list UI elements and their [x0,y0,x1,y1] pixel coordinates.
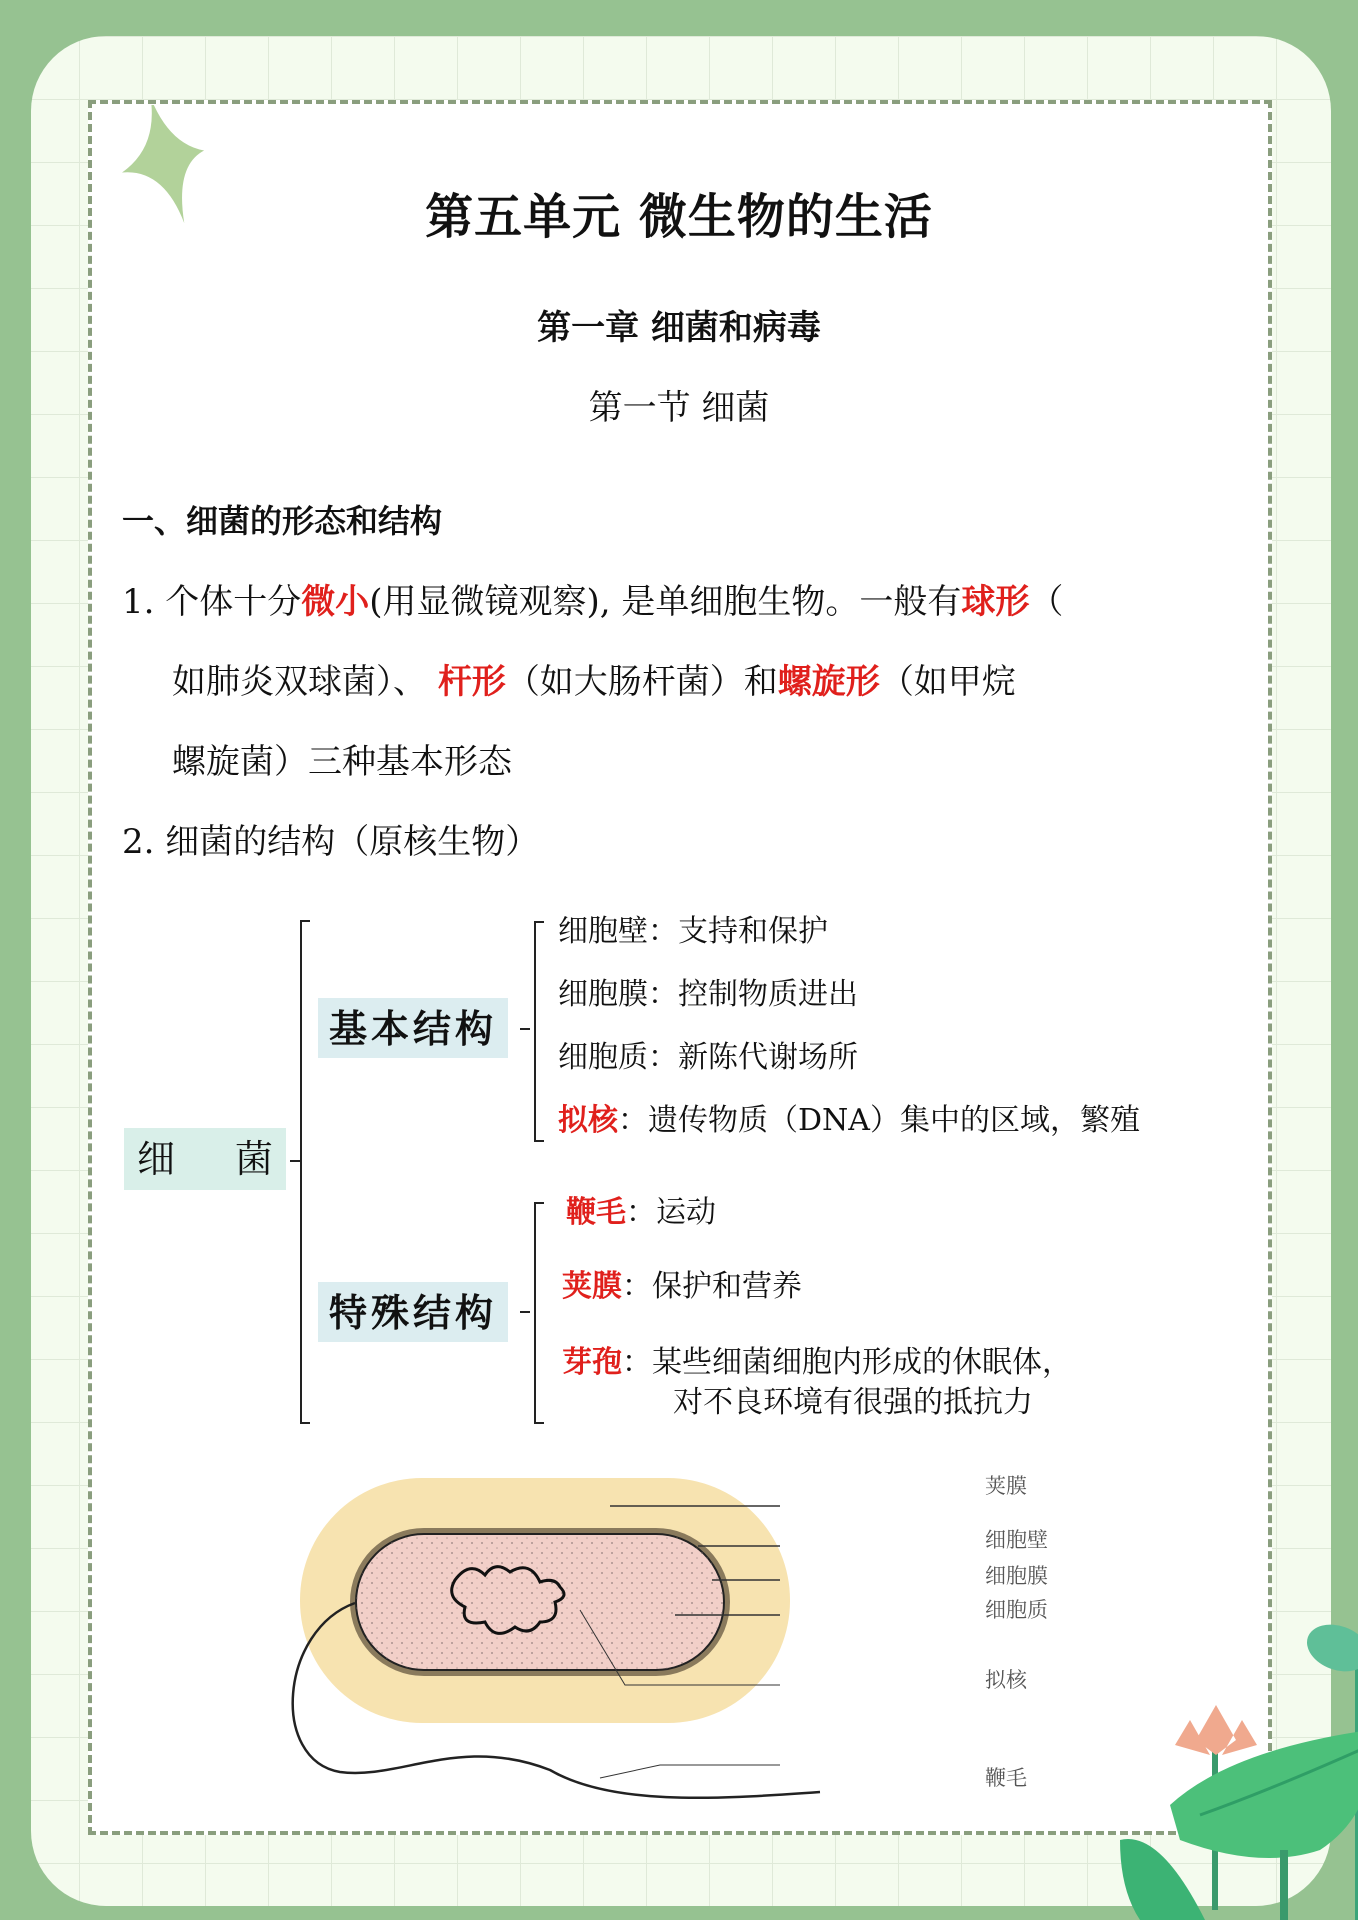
label-cell-membrane: 细胞膜 [985,1564,1048,1588]
text: 菌 [235,1137,274,1181]
keyword: 微小 [301,582,370,622]
label-flagellum: 鞭毛 [985,1766,1027,1790]
keyword: 螺旋形 [777,662,880,702]
basic-bracket [534,921,544,1142]
text: （ [1029,582,1064,622]
unit-title: 第五单元 微生物的生活 [425,189,933,245]
keyword: 杆形 [437,662,506,702]
leaf-cell-wall: 细胞壁：支持和保护 [558,914,828,949]
leaf-flagellum: 鞭毛：运动 [566,1195,716,1230]
point-1-paragraph [122,562,1242,802]
lotus-decoration-icon [1120,1600,1358,1920]
label-nucleoid: 拟核 [985,1668,1027,1692]
text: 细 [136,1137,175,1181]
line: 螺旋菌）三种基本形态 [172,742,512,782]
connector [520,1028,530,1030]
bacterium-diagram [280,1460,1180,1820]
label-cytoplasm: 细胞质 [985,1598,1048,1622]
text: （如大肠杆菌）和 [505,662,778,702]
text: 1. 个体十分 [122,582,302,622]
leaf-nucleoid: 拟核：遗传物质（DNA）集中的区域，繁殖 [558,1103,1140,1138]
basic-structure-label: 基本结构 [318,998,508,1058]
text: 如肺炎双球菌）、 [172,662,438,702]
leaf-endospore: 芽孢：某些细菌细胞内形成的休眠体， 对不良环境有很强的抵抗力 [562,1345,1072,1420]
point-2-heading: 2. 细菌的结构（原核生物） [122,822,540,862]
main-bracket [300,920,310,1424]
tree-root-bacteria [124,1128,286,1190]
text: (用显微镜观察), 是单细胞生物。一般有 [369,582,962,622]
connector [520,1311,530,1313]
leaf-cell-membrane: 细胞膜：控制物质进出 [558,977,858,1012]
special-bracket [534,1202,544,1424]
line [122,642,1242,722]
leaf-cytoplasm: 细胞质：新陈代谢场所 [558,1040,858,1075]
text: （如甲烷 [879,662,1016,702]
chapter-title: 第一章 细菌和病毒 [537,308,821,348]
connector [290,1160,300,1162]
section-heading: 一、细菌的形态和结构 [122,502,443,540]
label-capsule: 荚膜 [985,1474,1027,1498]
leaf-capsule: 荚膜：保护和营养 [562,1269,802,1304]
keyword: 球形 [961,582,1030,622]
special-structure-label: 特殊结构 [318,1282,508,1342]
label-cell-wall: 细胞壁 [985,1528,1048,1552]
section-title: 第一节 细菌 [588,388,770,428]
